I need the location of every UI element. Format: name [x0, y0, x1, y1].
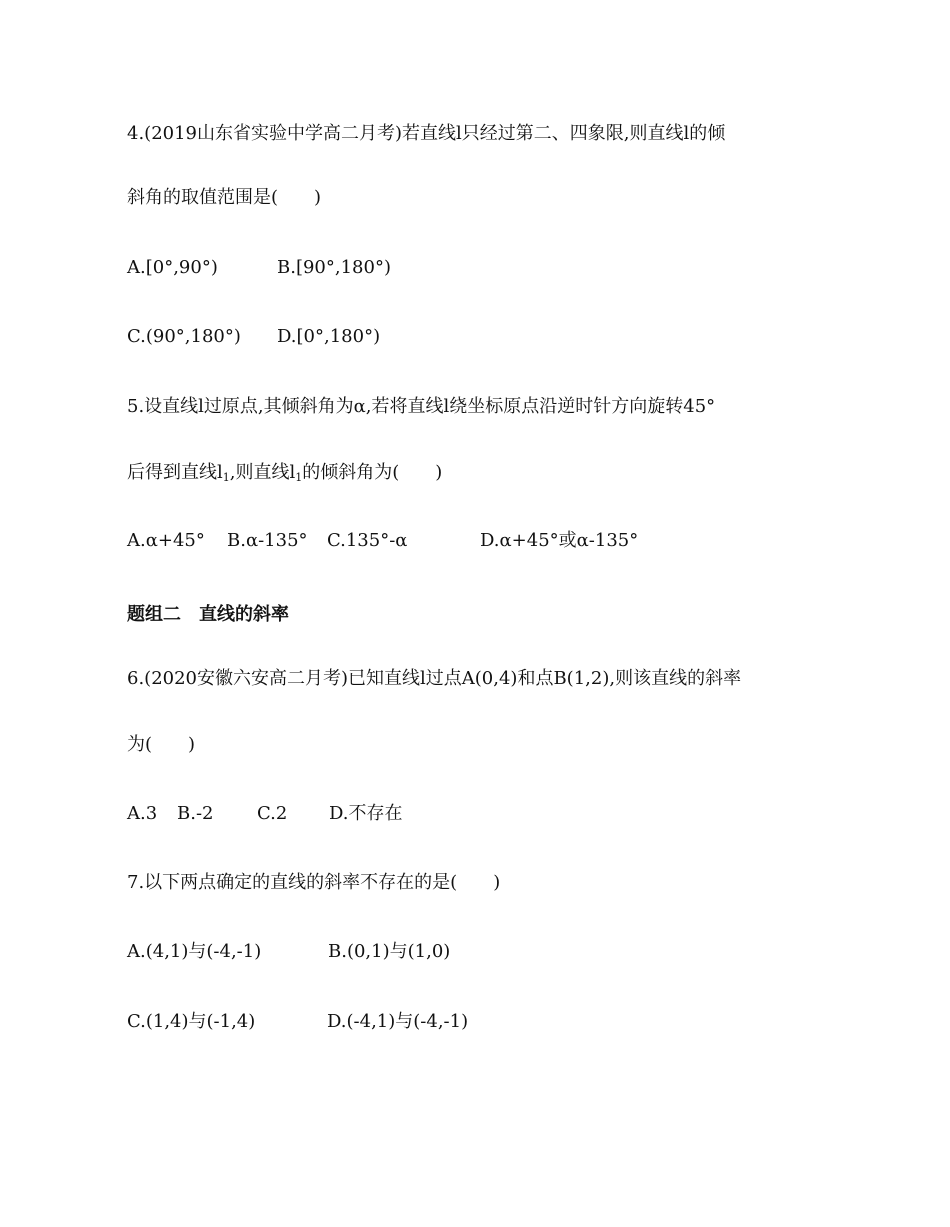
q7-stem-line1: 7.以下两点确定的直线的斜率不存在的是( ) [127, 872, 501, 893]
q5-line2-pre: 后得到直线l [127, 462, 223, 483]
q5-option-b: B.α-135° [227, 530, 308, 551]
q5-stem-line2 [127, 461, 442, 485]
q5-option-d: D.α+45°或α-135° [480, 530, 639, 551]
q7-option-d: D.(-4,1)与(-4,-1) [327, 1011, 469, 1032]
q6-stem-line2: 为( ) [127, 734, 196, 755]
q6-option-b: B.-2 [177, 803, 214, 824]
q6-option-d: D.不存在 [329, 803, 403, 824]
q6-stem-line1: 6.(2020安徽六安高二月考)已知直线l过点A(0,4)和点B(1,2),则该直线的斜率 [127, 668, 742, 689]
section-heading: 题组二 直线的斜率 [127, 604, 289, 625]
q4-option-a: A.[0°,90°) [127, 257, 218, 278]
q5-option-a: A.α+45° [127, 530, 205, 551]
q7-option-b: B.(0,1)与(1,0) [328, 941, 451, 962]
q4-option-d: D.[0°,180°) [277, 326, 381, 347]
q4-stem-line2: 斜角的取值范围是( ) [127, 187, 322, 208]
q6-options-row [127, 802, 403, 826]
q7-option-c: C.(1,4)与(-1,4) [127, 1011, 256, 1032]
q5-options-row [127, 529, 638, 553]
q5-line2-post: 的倾斜角为( ) [302, 462, 443, 483]
q4-option-b: B.[90°,180°) [277, 257, 391, 278]
q5-subscript-2: 1 [295, 471, 303, 484]
q4-option-c: C.(90°,180°) [127, 326, 241, 347]
q5-line2-mid: ,则直线l [229, 462, 296, 483]
q4-options-row1 [127, 256, 391, 280]
q4-options-row2 [127, 325, 380, 349]
q7-options-row2 [127, 1010, 468, 1034]
q5-subscript-1: 1 [222, 471, 230, 484]
q5-option-c: C.135°-α [327, 530, 408, 551]
q7-option-a: A.(4,1)与(-4,-1) [127, 941, 262, 962]
q6-option-a: A.3 [127, 803, 158, 824]
q6-option-c: C.2 [257, 803, 288, 824]
q4-stem-line1: 4.(2019山东省实验中学高二月考)若直线l只经过第二、四象限,则直线l的倾 [127, 123, 726, 144]
q5-stem-line1: 5.设直线l过原点,其倾斜角为α,若将直线l绕坐标原点沿逆时针方向旋转45° [127, 396, 716, 417]
q7-options-row1 [127, 940, 450, 964]
